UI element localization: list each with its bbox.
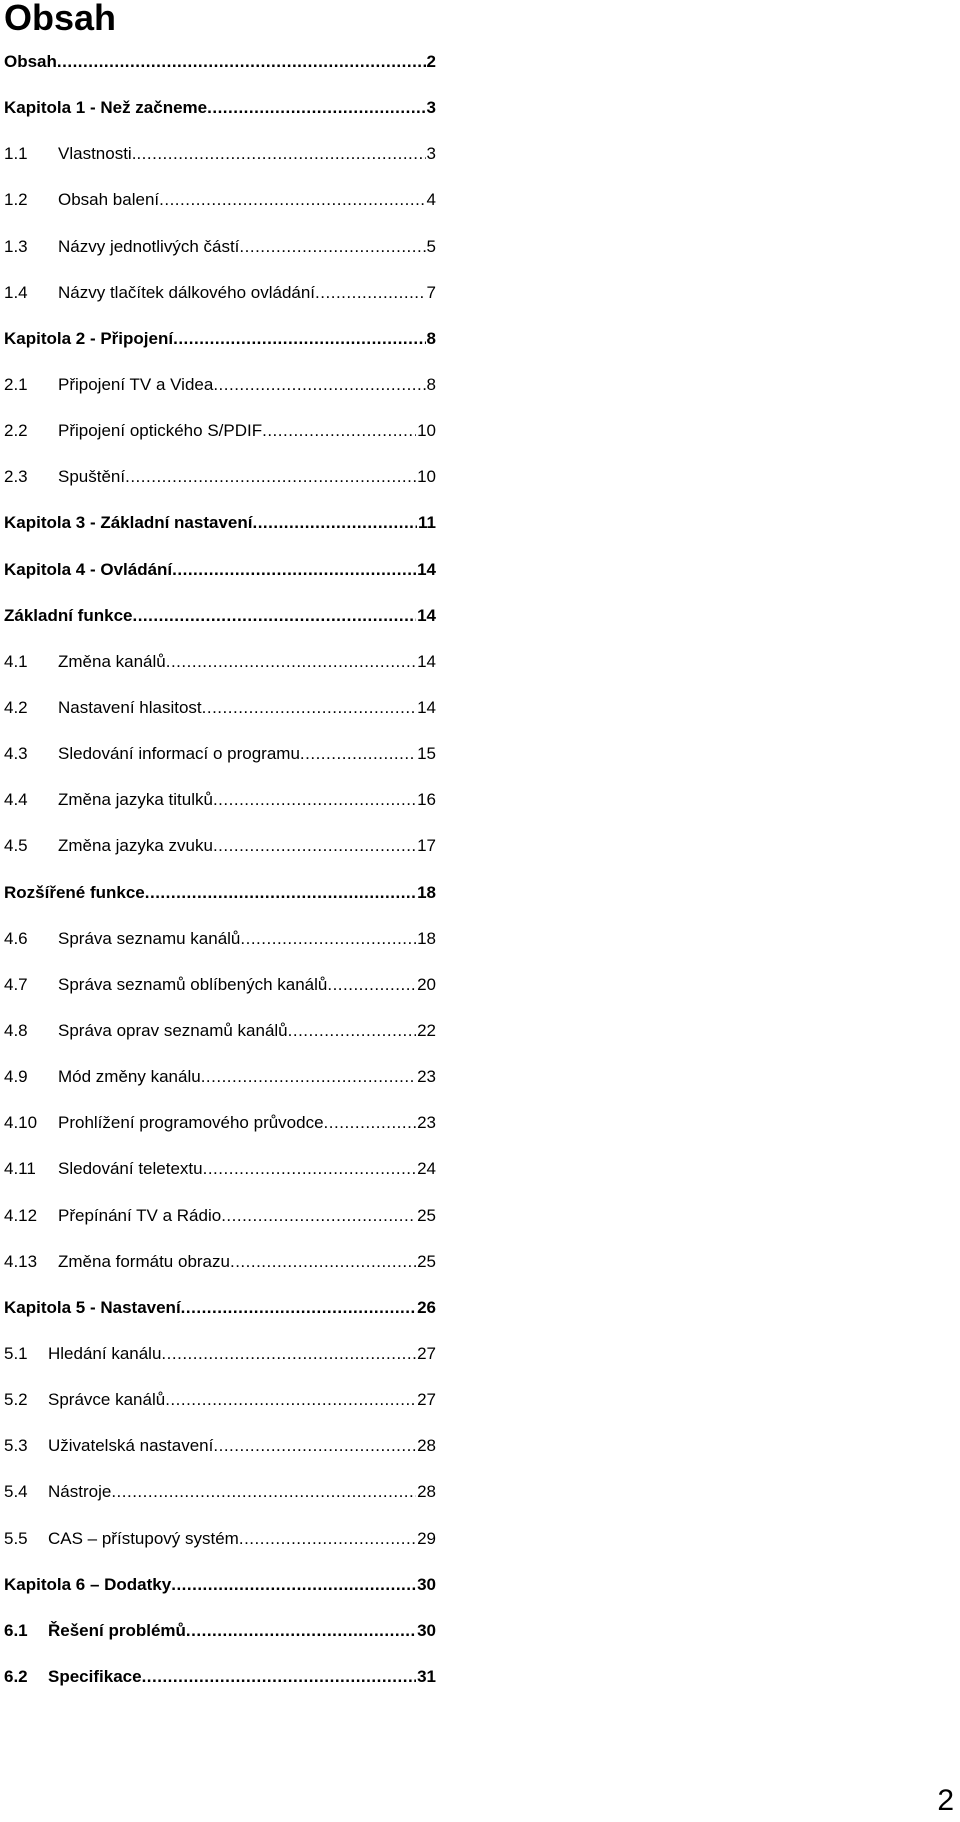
- toc-entry-number: 4.9: [4, 1067, 28, 1087]
- toc-entry-number: 5.4: [4, 1482, 28, 1502]
- toc-entry-page: 22: [417, 1020, 436, 1040]
- toc-entry-leader-dots: [173, 329, 425, 349]
- toc-entry-lead: [4, 929, 416, 949]
- toc-entry-number: 4.11: [4, 1159, 36, 1179]
- toc-entry-lead: [4, 375, 426, 395]
- toc-entry-page: 30: [417, 1574, 436, 1594]
- toc-entry-lead: [4, 329, 426, 349]
- toc-entry-page: 25: [417, 1205, 436, 1225]
- toc-entry-page: 28: [417, 1436, 436, 1456]
- toc-entry[interactable]: [4, 1482, 436, 1528]
- toc-entry-page: 28: [417, 1482, 436, 1502]
- toc-entry-title: Správa seznamů oblíbených kanálů: [58, 974, 328, 994]
- toc-entry-number: 6.2: [4, 1666, 28, 1686]
- toc-entry-leader-dots: [213, 836, 416, 856]
- toc-entry-leader-dots: [262, 421, 416, 441]
- toc-entry-number: 5.3: [4, 1436, 28, 1456]
- toc-entry-title: Hledání kanálu: [48, 1343, 162, 1363]
- toc-entry-lead: [4, 1436, 416, 1456]
- toc-entry-leader-dots: [239, 1529, 416, 1549]
- toc-entry-number: 2.1: [4, 374, 28, 394]
- toc-entry-leader-dots: [125, 467, 416, 487]
- toc-entry-lead: [4, 1252, 416, 1272]
- toc-entry-number: 1.2: [4, 190, 28, 210]
- toc-entry-title: Správa seznamu kanálů: [58, 928, 241, 948]
- toc-entry-page: 27: [417, 1390, 436, 1410]
- toc-entry-page: 8: [426, 328, 436, 348]
- toc-entry-title: Obsah balení: [58, 190, 160, 210]
- toc-entry-leader-dots: [327, 975, 416, 995]
- toc-entry-lead: [4, 1067, 416, 1087]
- toc-entry-title: Změna jazyka zvuku: [58, 836, 213, 856]
- toc-entry-number: 1.3: [4, 236, 28, 256]
- toc-entry-title: Změna formátu obrazu: [58, 1251, 230, 1271]
- toc-entry-number: 5.2: [4, 1390, 28, 1410]
- toc-entry-number: 4.2: [4, 697, 28, 717]
- toc-entry-title: Změna kanálů: [58, 651, 166, 671]
- toc-entry-page: 31: [417, 1666, 436, 1686]
- toc-entry-leader-dots: [324, 1113, 417, 1133]
- toc-entry-leader-dots: [207, 98, 425, 118]
- toc-entry-lead: [4, 883, 416, 903]
- toc-entry-title: Správce kanálů: [48, 1390, 166, 1410]
- toc-entry-number: 5.1: [4, 1343, 28, 1363]
- toc-entry[interactable]: [4, 744, 436, 790]
- toc-entry-number: 4.5: [4, 836, 28, 856]
- toc-entry-title: Vlastnosti.: [58, 144, 137, 164]
- toc-entry-lead: [4, 1621, 416, 1641]
- toc-entry[interactable]: [4, 421, 436, 467]
- toc-entry-lead: [4, 1206, 416, 1226]
- toc-entry-page: 11: [418, 513, 436, 533]
- toc-entry-lead: [4, 283, 426, 303]
- toc-entry[interactable]: [4, 1067, 436, 1113]
- toc-entry-leader-dots: [136, 144, 425, 164]
- toc-entry-title: Kapitola 5 - Nastavení: [4, 1297, 181, 1317]
- toc-entry[interactable]: [4, 1159, 436, 1205]
- toc-entry[interactable]: [4, 1529, 436, 1575]
- table-of-contents: [4, 52, 436, 1713]
- toc-entry-lead: [4, 1575, 416, 1595]
- toc-entry-title: Základní funkce: [4, 605, 133, 625]
- toc-entry-lead: [4, 98, 426, 118]
- toc-entry-leader-dots: [172, 560, 416, 580]
- toc-entry-number: 4.3: [4, 744, 28, 764]
- toc-entry-leader-dots: [288, 1021, 416, 1041]
- toc-entry-page: 24: [417, 1159, 436, 1179]
- toc-entry-leader-dots: [142, 1667, 417, 1687]
- toc-entry-page: 20: [417, 974, 436, 994]
- toc-entry-leader-dots: [230, 1252, 416, 1272]
- toc-entry-lead: [4, 1482, 416, 1502]
- toc-entry-lead: [4, 652, 416, 672]
- toc-entry-leader-dots: [252, 513, 417, 533]
- toc-entry-page: 3: [426, 144, 436, 164]
- toc-entry-title: Nastavení hlasitost: [58, 697, 202, 717]
- toc-entry-title: Změna jazyka titulků: [58, 790, 213, 810]
- toc-entry-page: 14: [417, 559, 436, 579]
- toc-entry-number: 4.12: [4, 1205, 38, 1225]
- toc-entry-title: Správa oprav seznamů kanálů: [58, 1020, 288, 1040]
- toc-entry-title: Uživatelská nastavení: [48, 1436, 214, 1456]
- toc-entry-leader-dots: [171, 1575, 416, 1595]
- toc-entry[interactable]: [4, 1298, 436, 1344]
- toc-entry-leader-dots: [181, 1298, 416, 1318]
- toc-entry[interactable]: [4, 98, 436, 144]
- toc-entry-page: 8: [426, 374, 436, 394]
- toc-entry-page: 10: [417, 421, 436, 441]
- toc-entry-title: Mód změny kanálu: [58, 1067, 201, 1087]
- toc-entry-number: 4.10: [4, 1113, 38, 1133]
- toc-entry[interactable]: [4, 698, 436, 744]
- toc-entry-page: 3: [426, 98, 436, 118]
- toc-entry[interactable]: [4, 1436, 436, 1482]
- toc-entry-leader-dots: [57, 52, 426, 72]
- toc-entry-page: 26: [417, 1297, 436, 1317]
- toc-entry-title: Prohlížení programového průvodce: [58, 1113, 324, 1133]
- toc-entry-lead: [4, 698, 416, 718]
- toc-entry-title: Kapitola 1 - Než začneme: [4, 98, 208, 118]
- toc-entry[interactable]: [4, 836, 436, 882]
- toc-entry-title: Názvy jednotlivých částí: [58, 236, 240, 256]
- toc-entry-title: Připojení optického S/PDIF: [58, 421, 263, 441]
- toc-entry-page: 7: [426, 282, 436, 302]
- toc-entry-leader-dots: [213, 1436, 416, 1456]
- toc-entry-lead: [4, 836, 416, 856]
- toc-entry-lead: [4, 975, 416, 995]
- toc-entry-leader-dots: [111, 1482, 416, 1502]
- toc-entry-leader-dots: [132, 606, 416, 626]
- toc-entry[interactable]: [4, 1252, 436, 1298]
- toc-entry[interactable]: [4, 1344, 436, 1390]
- toc-entry-title: Spuštění: [58, 467, 126, 487]
- toc-entry-page: 15: [417, 744, 436, 764]
- toc-entry-leader-dots: [240, 929, 416, 949]
- toc-entry-lead: [4, 606, 416, 626]
- toc-entry-title: Obsah: [4, 52, 57, 71]
- toc-entry-lead: [4, 744, 416, 764]
- toc-entry[interactable]: [4, 975, 436, 1021]
- toc-entry-number: 4.4: [4, 790, 28, 810]
- toc-heading: Obsah: [4, 0, 117, 38]
- toc-entry-lead: [4, 560, 416, 580]
- toc-entry[interactable]: [4, 929, 436, 975]
- toc-entry-page: 4: [426, 190, 436, 210]
- toc-entry[interactable]: [4, 1021, 436, 1067]
- toc-entry-title: Přepínání TV a Rádio: [58, 1205, 222, 1225]
- toc-entry-leader-dots: [186, 1621, 416, 1641]
- toc-entry-lead: [4, 1529, 416, 1549]
- toc-entry-title: Kapitola 3 - Základní nastavení: [4, 513, 253, 533]
- toc-entry-lead: [4, 1344, 416, 1364]
- toc-entry-lead: [4, 1159, 416, 1179]
- toc-entry[interactable]: [4, 283, 436, 329]
- toc-entry-title: Připojení TV a Videa: [58, 374, 214, 394]
- toc-entry-number: 6.1: [4, 1620, 28, 1640]
- toc-entry[interactable]: [4, 1621, 436, 1667]
- toc-entry[interactable]: [4, 467, 436, 513]
- toc-entry-leader-dots: [201, 1067, 416, 1087]
- toc-entry-page: 14: [417, 697, 436, 717]
- toc-entry[interactable]: [4, 144, 436, 190]
- toc-entry-leader-dots: [165, 1390, 416, 1410]
- toc-entry-leader-dots: [213, 375, 425, 395]
- toc-entry[interactable]: [4, 1575, 436, 1621]
- toc-entry-lead: [4, 1298, 416, 1318]
- toc-entry-page: 5: [426, 236, 436, 256]
- toc-entry-number: 4.13: [4, 1251, 38, 1271]
- toc-entry-page: 30: [417, 1620, 436, 1640]
- toc-entry[interactable]: [4, 237, 436, 283]
- toc-entry-page: 14: [417, 605, 436, 625]
- toc-entry-title: Nástroje: [48, 1482, 112, 1502]
- toc-entry-title: CAS – přístupový systém: [48, 1528, 239, 1548]
- toc-entry-page: 25: [417, 1251, 436, 1271]
- toc-entry-leader-dots: [221, 1206, 416, 1226]
- toc-entry-page: 18: [417, 928, 436, 948]
- toc-entry-number: 4.6: [4, 928, 28, 948]
- toc-entry-page: 2: [426, 52, 436, 71]
- toc-entry-leader-dots: [145, 883, 416, 903]
- toc-entry-leader-dots: [202, 698, 416, 718]
- toc-entry[interactable]: [4, 1390, 436, 1436]
- toc-entry-lead: [4, 1021, 416, 1041]
- toc-entry-leader-dots: [239, 237, 425, 257]
- toc-entry-title: Názvy tlačítek dálkového ovládání: [58, 282, 316, 302]
- toc-entry[interactable]: [4, 606, 436, 652]
- toc-entry-title: Specifikace: [48, 1666, 142, 1686]
- toc-entry-leader-dots: [161, 1344, 416, 1364]
- toc-entry-page: 14: [417, 651, 436, 671]
- toc-entry-lead: [4, 467, 416, 487]
- toc-entry-page: 10: [417, 467, 436, 487]
- toc-entry-lead: [4, 144, 426, 164]
- toc-entry-title: Sledování informací o programu: [58, 744, 300, 764]
- toc-entry-lead: [4, 52, 426, 72]
- toc-entry-lead: [4, 237, 426, 257]
- toc-entry-lead: [4, 421, 416, 441]
- toc-entry[interactable]: [4, 883, 436, 929]
- toc-entry-page: 17: [417, 836, 436, 856]
- toc-entry-lead: [4, 1113, 416, 1133]
- toc-entry-lead: [4, 790, 416, 810]
- toc-entry-page: 18: [417, 882, 436, 902]
- toc-entry-number: 2.3: [4, 467, 28, 487]
- page-number: 2: [937, 1784, 954, 1817]
- toc-entry-number: 1.1: [4, 144, 28, 164]
- toc-entry-leader-dots: [300, 744, 416, 764]
- toc-entry-number: 4.1: [4, 651, 28, 671]
- toc-entry-page: 16: [417, 790, 436, 810]
- toc-entry-title: Kapitola 2 - Připojení: [4, 328, 174, 348]
- toc-entry[interactable]: [4, 375, 436, 421]
- toc-entry-lead: [4, 1390, 416, 1410]
- toc-entry-leader-dots: [213, 790, 416, 810]
- toc-entry[interactable]: [4, 513, 436, 559]
- toc-entry-number: 2.2: [4, 421, 28, 441]
- toc-entry[interactable]: [4, 1206, 436, 1252]
- toc-entry-number: 4.7: [4, 974, 28, 994]
- toc-entry[interactable]: [4, 329, 436, 375]
- toc-entry-leader-dots: [203, 1159, 416, 1179]
- toc-entry-page: 27: [417, 1343, 436, 1363]
- toc-entry-lead: [4, 190, 426, 210]
- toc-entry-title: Kapitola 4 - Ovládání: [4, 559, 173, 579]
- toc-entry[interactable]: [4, 652, 436, 698]
- toc-entry-lead: [4, 513, 417, 533]
- toc-entry[interactable]: [4, 190, 436, 236]
- toc-entry[interactable]: [4, 1667, 436, 1713]
- toc-entry[interactable]: [4, 1113, 436, 1159]
- toc-entry-title: Rozšířené funkce: [4, 882, 145, 902]
- toc-entry[interactable]: [4, 790, 436, 836]
- toc-entry-lead: [4, 1667, 416, 1687]
- toc-entry[interactable]: [4, 560, 436, 606]
- toc-entry-number: 5.5: [4, 1528, 28, 1548]
- toc-entry-title: Sledování teletextu: [58, 1159, 203, 1179]
- toc-entry-leader-dots: [159, 190, 425, 210]
- toc-entry-page: 23: [417, 1067, 436, 1087]
- toc-entry-leader-dots: [315, 283, 425, 303]
- toc-entry-title: Kapitola 6 – Dodatky: [4, 1574, 172, 1594]
- toc-entry-page: 23: [417, 1113, 436, 1133]
- toc-entry-number: 4.8: [4, 1020, 28, 1040]
- toc-entry-page: 29: [417, 1528, 436, 1548]
- toc-entry-title: Řešení problémů: [48, 1620, 186, 1640]
- toc-entry[interactable]: [4, 52, 436, 98]
- toc-entry-number: 1.4: [4, 282, 28, 302]
- toc-entry-leader-dots: [166, 652, 416, 672]
